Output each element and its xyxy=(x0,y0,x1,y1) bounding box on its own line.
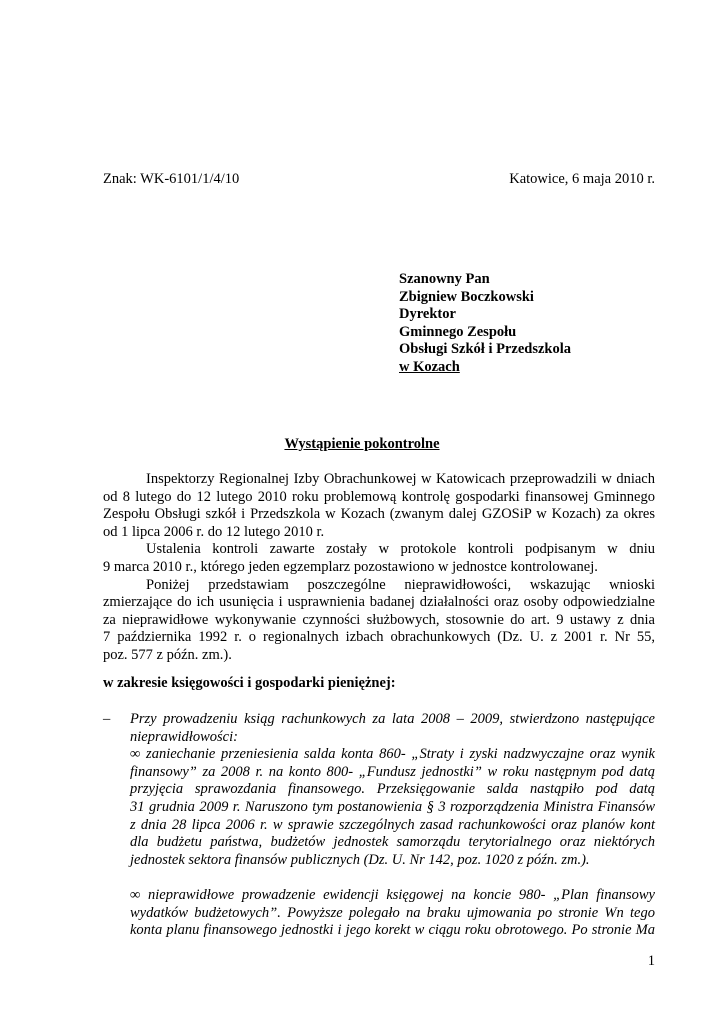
body-line: za nieprawidłowe wykonywanie czynności służbowych, stosownie do art. 9 ustawy z dnia xyxy=(103,611,655,628)
finding-line: 31 grudnia 2009 r. Naruszono tym postanowienia § 3 rozporządzenia Ministra Finansów xyxy=(130,798,655,815)
recipient-line: Gminnego Zespołu xyxy=(399,323,517,340)
bullet-marker: – xyxy=(103,711,111,727)
body-line: Ustalenia kontroli zawarte zostały w protokole kontroli podpisanym w dniu xyxy=(146,541,655,558)
body-line: zmierzające do ich usunięcia i usprawnienia badanej działalności oraz osoby odpowiedzialne xyxy=(103,594,655,611)
body-line: od 8 lutego do 12 lutego 2010 roku problemową kontrolę gospodarki finansowej Gminnego xyxy=(103,488,655,505)
document-title: Wystąpienie pokontrolne xyxy=(284,436,440,452)
section-heading: w zakresie księgowości i gospodarki pieniężnej: xyxy=(103,675,396,691)
body-line: od 1 lipca 2006 r. do 12 lutego 2010 r. xyxy=(103,523,325,540)
finding-line: nieprawidłowości: xyxy=(130,728,238,745)
findings-list xyxy=(130,711,655,940)
finding-line: konta planu finansowego jednostki i jego korekt w ciągu roku obrotowego. Po stronie Ma xyxy=(130,922,655,939)
finding-line: wydatków budżetowych”. Powyższe polegało na braku ujmowania po stronie Wn tego xyxy=(130,904,655,921)
page-number: 1 xyxy=(647,953,655,969)
blank-line xyxy=(130,869,655,887)
recipient-line-underlined: w Kozach xyxy=(399,358,460,375)
body-line: poz. 577 z późn. zm.). xyxy=(103,646,232,663)
recipient-line: Zbigniew Boczkowski xyxy=(399,288,534,305)
recipient-line: Obsługi Szkół i Przedszkola xyxy=(399,341,572,358)
finding-line: ∞ zaniechanie przeniesienia salda konta 860- „Straty i zyski nadzwyczajne oraz wynik xyxy=(130,746,655,763)
finding-line: przyjęcia sprawozdania finansowego. Przeksięgowanie salda nastąpiło pod datą xyxy=(130,781,655,798)
body-line: Zespołu Obsługi szkół i Przedszkola w Kozach (zwanym dalej GZOSiP w Kozach) za okres xyxy=(103,506,655,523)
body-line: 7 października 1992 r. o regionalnych izbach obrachunkowych (Dz. U. z 2001 r. Nr 55, xyxy=(103,629,655,646)
finding-line: jednostek sektora finansów publicznych (Dz. U. Nr 142, poz. 1020 z późn. zm.). xyxy=(130,851,590,868)
recipient-line: Dyrektor xyxy=(399,306,456,323)
finding-line: Przy prowadzeniu ksiąg rachunkowych za lata 2008 – 2009, stwierdzono następujące xyxy=(130,711,655,727)
body-line: Inspektorzy Regionalnej Izby Obrachunkowej w Katowicach przeprowadzili w dniach xyxy=(146,471,655,487)
body-line: 9 marca 2010 r., którego jeden egzemplarz pozostawiono w jednostce kontrolowanej. xyxy=(103,558,598,575)
finding-line: ∞ nieprawidłowe prowadzenie ewidencji księgowej na koncie 980- „Plan finansowy xyxy=(130,886,655,903)
reference-number: Znak: WK-6101/1/4/10 xyxy=(103,171,240,187)
recipient-line: Szanowny Pan xyxy=(399,271,490,287)
place-and-date: Katowice, 6 maja 2010 r. xyxy=(509,171,655,187)
finding-line: z dnia 28 lipca 2006 r. w sprawie szczególnych zasad rachunkowości oraz planów kont xyxy=(130,816,655,833)
body-text xyxy=(103,471,655,665)
finding-line: dla budżetu państwa, budżetów jednostek samorządu terytorialnego oraz niektórych xyxy=(130,834,655,851)
body-line: Poniżej przedstawiam poszczególne nieprawidłowości, wskazując wnioski xyxy=(146,576,655,593)
recipient-block xyxy=(399,271,571,377)
finding-line: finansowy” za 2008 r. na konto 800- „Fundusz jednostki” w roku następnym pod datą xyxy=(130,763,655,780)
